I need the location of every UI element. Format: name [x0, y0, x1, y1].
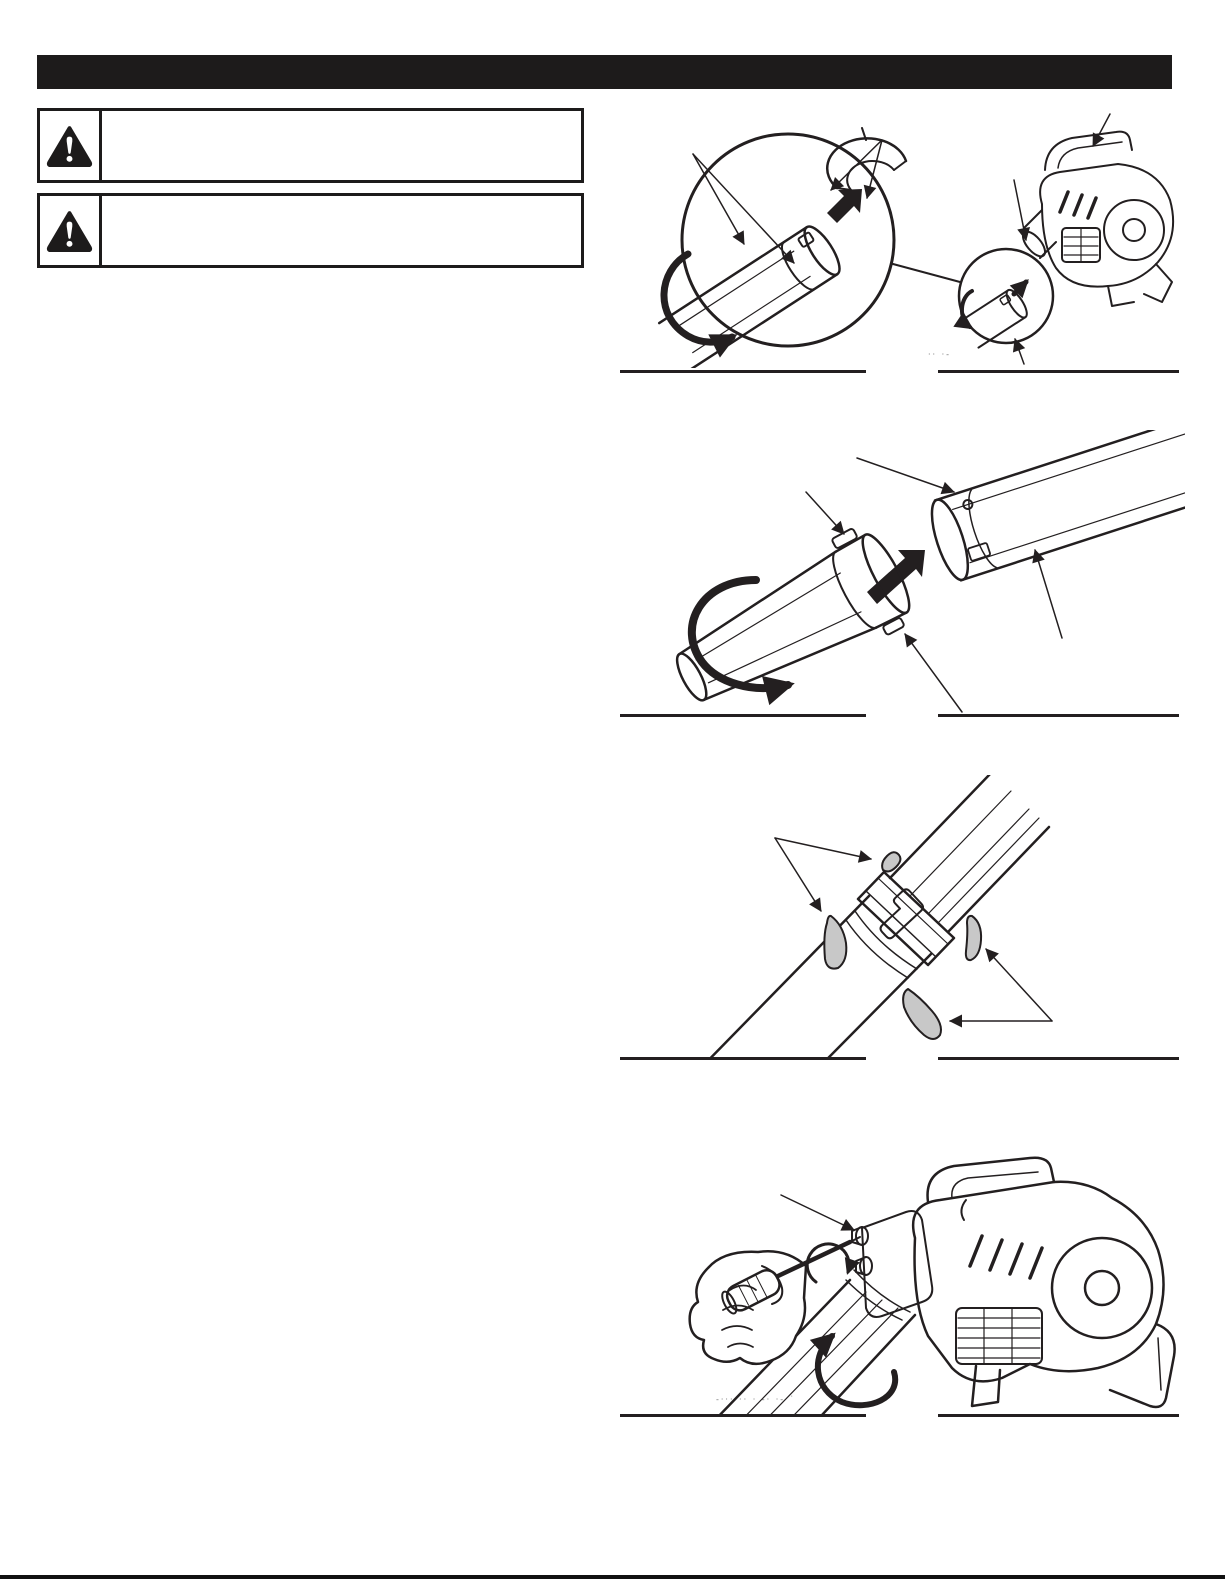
warning-text [102, 111, 581, 180]
figure-1-caption-line-right [938, 370, 1179, 373]
figure-2-caption-line-left [620, 714, 866, 717]
figure-2-illustration [610, 430, 1185, 715]
page-bottom-rule [0, 1575, 1225, 1579]
figure-3-caption-line-left [620, 1057, 866, 1060]
remnant-text: -··· ·· · -· ·- ˙ [716, 1395, 796, 1404]
warning-triangle-icon [46, 125, 93, 167]
section-title-bar [37, 55, 1172, 89]
figure-3-caption-line-right [938, 1057, 1179, 1060]
warning-box-2 [37, 193, 584, 268]
figure-4-caption-line-left [620, 1414, 866, 1417]
warning-box-1 [37, 108, 584, 183]
warning-icon-cell [40, 196, 102, 265]
figure-3-illustration [610, 775, 1185, 1058]
figure-2-caption-line-right [938, 714, 1179, 717]
figure-1-caption-line-left [620, 370, 866, 373]
figure-4-illustration [610, 1140, 1185, 1415]
figure-4-caption-line-right [938, 1414, 1179, 1417]
warning-triangle-icon [46, 210, 93, 252]
remnant-text: ·· ·- [928, 350, 952, 359]
figure-1-illustration [610, 106, 1185, 368]
warning-text [102, 196, 581, 265]
warning-icon-cell [40, 111, 102, 180]
